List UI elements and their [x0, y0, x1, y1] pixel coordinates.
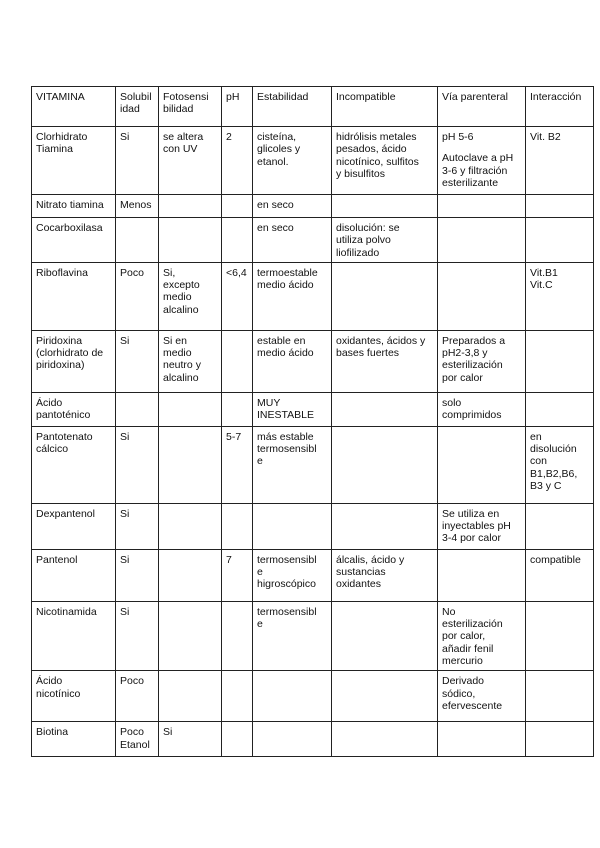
- cell-text-line: en: [530, 430, 542, 443]
- cell-text-line: añadir fenil: [442, 642, 494, 655]
- cell-solubilidad: [116, 218, 159, 263]
- cell-text-line: en seco: [257, 222, 294, 234]
- cell-text-line: etanol.: [257, 155, 289, 168]
- cell-text-line: Clorhidrato: [36, 131, 88, 143]
- cell-solubilidad: [116, 330, 159, 392]
- cell-text-line: Poco: [120, 726, 144, 739]
- cell-text-line: Ácido: [36, 396, 63, 409]
- table-row: [32, 722, 594, 757]
- cell-text-line: Poco: [120, 675, 144, 688]
- cell-incompatible: [332, 549, 438, 601]
- cell-via-parenteral: [438, 426, 526, 503]
- table-row: [32, 330, 594, 392]
- table-row: [32, 195, 594, 218]
- cell-text-line: medio: [163, 347, 192, 360]
- vitamin-stability-table: [31, 86, 594, 757]
- cell-text-line: higroscópico: [257, 578, 316, 591]
- cell-text-line: hidrólisis metales: [336, 131, 417, 143]
- cell-vitamina: [32, 601, 116, 670]
- cell-text-line: Si en: [163, 334, 187, 347]
- cell-text-line: sustancias: [336, 566, 386, 579]
- cell-text-line: e: [257, 566, 263, 579]
- cell-incompatible: [332, 218, 438, 263]
- cell-estabilidad: [253, 722, 332, 757]
- cell-vitamina: [32, 262, 116, 330]
- cell-text-line: pH2-3,8 y: [442, 347, 488, 360]
- cell-incompatible: [332, 601, 438, 670]
- cell-incompatible: [332, 195, 438, 218]
- cell-text-line: 3-4 por calor: [442, 532, 501, 545]
- cell-text-line: nicotínico: [36, 687, 81, 700]
- cell-text-line: Etanol: [120, 738, 150, 751]
- cell-via-parenteral: [438, 195, 526, 218]
- header-cell-ph: [222, 87, 253, 127]
- cell-interaccion: [526, 262, 594, 330]
- cell-estabilidad: [253, 330, 332, 392]
- cell-incompatible: [332, 671, 438, 722]
- cell-vitamina: [32, 671, 116, 722]
- cell-vitamina: [32, 218, 116, 263]
- cell-estabilidad: [253, 671, 332, 722]
- cell-text-line: e: [257, 618, 263, 631]
- cell-vitamina: [32, 127, 116, 195]
- cell-text-line: Tiamina: [36, 143, 73, 156]
- cell-text-line: termosensibl: [257, 605, 317, 618]
- table-row: [32, 549, 594, 601]
- cell-text-line: estable en: [257, 334, 306, 347]
- cell-via-parenteral: [438, 549, 526, 601]
- cell-text-line: esterilización: [442, 618, 503, 631]
- cell-ph: [222, 671, 253, 722]
- cell-incompatible: [332, 426, 438, 503]
- cell-text-line: Cocarboxilasa: [36, 222, 103, 234]
- cell-text-line: Derivado: [442, 675, 485, 688]
- cell-fotosensibilidad: [159, 601, 222, 670]
- cell-solubilidad: [116, 392, 159, 426]
- cell-text-line: <6,4: [226, 266, 247, 279]
- cell-text-line: con: [530, 455, 547, 468]
- cell-solubilidad: [116, 601, 159, 670]
- cell-estabilidad: [253, 503, 332, 549]
- cell-text-line: Riboflavina: [36, 266, 88, 279]
- cell-text-line: Si: [120, 553, 130, 566]
- cell-via-parenteral: [438, 671, 526, 722]
- cell-solubilidad: [116, 127, 159, 195]
- header-cell-vitamina: [32, 87, 116, 127]
- cell-via-parenteral: [438, 330, 526, 392]
- cell-text-line: pesados, ácido: [336, 143, 407, 156]
- cell-estabilidad: [253, 195, 332, 218]
- cell-text-line: Si: [120, 507, 130, 520]
- cell-text-line: Interacción: [530, 91, 582, 103]
- cell-text-line: más estable: [257, 430, 314, 443]
- cell-ph: [222, 722, 253, 757]
- cell-text-line: Si: [120, 131, 130, 143]
- cell-via-parenteral: [438, 722, 526, 757]
- cell-text-line: medio: [163, 291, 192, 304]
- cell-text-line: álcalis, ácido y: [336, 553, 405, 566]
- cell-interaccion: [526, 392, 594, 426]
- cell-text-line: MUY: [257, 396, 281, 409]
- cell-ph: [222, 218, 253, 263]
- cell-text-line: Dexpantenol: [36, 507, 95, 520]
- cell-text-line: 5-7: [226, 430, 242, 443]
- cell-text-line: Estabilidad: [257, 91, 309, 103]
- cell-text-line: VITAMINA: [36, 91, 85, 103]
- cell-interaccion: [526, 601, 594, 670]
- cell-text-line: Vit.C: [530, 279, 553, 292]
- table-row: [32, 601, 594, 670]
- cell-incompatible: [332, 262, 438, 330]
- cell-via-parenteral: [438, 262, 526, 330]
- cell-via-parenteral: [438, 127, 526, 195]
- cell-text-line: Si: [120, 430, 130, 443]
- cell-text-line: termosensibl: [257, 553, 317, 566]
- cell-text-line: alcalino: [163, 371, 199, 384]
- header-cell-fotosensibilidad: [159, 87, 222, 127]
- cell-text-line: y bisulfitos: [336, 167, 386, 180]
- cell-via-parenteral: [438, 503, 526, 549]
- cell-solubilidad: [116, 426, 159, 503]
- cell-vitamina: [32, 195, 116, 218]
- cell-vitamina: [32, 330, 116, 392]
- cell-text-line: Si: [163, 726, 173, 739]
- cell-text-line: Incompatible: [336, 91, 396, 103]
- cell-fotosensibilidad: [159, 549, 222, 601]
- cell-estabilidad: [253, 426, 332, 503]
- cell-text-line: pH: [226, 91, 240, 103]
- cell-fotosensibilidad: [159, 671, 222, 722]
- cell-incompatible: [332, 722, 438, 757]
- cell-text-line: e: [257, 455, 263, 468]
- cell-ph: [222, 195, 253, 218]
- cell-text-line: piridoxina): [36, 359, 85, 372]
- cell-text-line: nicotínico, sulfitos: [336, 155, 419, 168]
- cell-interaccion: [526, 330, 594, 392]
- cell-text-line: Fotosensi: [163, 91, 209, 103]
- cell-ph: [222, 601, 253, 670]
- cell-text-line: esterilizante: [442, 176, 499, 189]
- cell-vitamina: [32, 426, 116, 503]
- table-row: [32, 426, 594, 503]
- cell-estabilidad: [253, 601, 332, 670]
- cell-fotosensibilidad: [159, 392, 222, 426]
- cell-incompatible: [332, 503, 438, 549]
- cell-text-line: por calor: [442, 371, 483, 384]
- table-row: [32, 392, 594, 426]
- table-row: [32, 503, 594, 549]
- cell-ph: [222, 549, 253, 601]
- cell-text-line: medio ácido: [257, 279, 314, 292]
- table-row: [32, 218, 594, 263]
- header-cell-estabilidad: [253, 87, 332, 127]
- cell-ph: [222, 127, 253, 195]
- cell-ph: [222, 392, 253, 426]
- cell-text-line: idad: [120, 103, 140, 116]
- cell-text-line: disolución: [530, 443, 577, 456]
- cell-ph: [222, 330, 253, 392]
- cell-text-line: termoestable: [257, 266, 318, 279]
- cell-incompatible: [332, 127, 438, 195]
- cell-text-line: oxidantes: [336, 578, 381, 591]
- cell-text-line: Vit. B2: [530, 131, 561, 143]
- cell-text-line: (clorhidrato de: [36, 347, 104, 360]
- cell-solubilidad: [116, 549, 159, 601]
- cell-text-line: Poco: [120, 266, 144, 279]
- cell-text-line: Si: [120, 334, 130, 347]
- cell-text-line: con UV: [163, 143, 198, 156]
- cell-text-line: oxidantes, ácidos y: [336, 334, 426, 347]
- header-cell-solubilidad: [116, 87, 159, 127]
- cell-text-line: Piridoxina: [36, 334, 83, 347]
- header-cell-via-parenteral: [438, 87, 526, 127]
- table-row: [32, 127, 594, 195]
- cell-interaccion: [526, 195, 594, 218]
- cell-vitamina: [32, 503, 116, 549]
- cell-text-line: neutro y: [163, 359, 201, 372]
- cell-text-line: termosensibl: [257, 443, 317, 456]
- cell-text-line: inyectables pH: [442, 520, 511, 533]
- cell-text-line: Vit.B1: [530, 266, 558, 279]
- cell-text-line: Nitrato tiamina: [36, 199, 104, 211]
- cell-fotosensibilidad: [159, 722, 222, 757]
- cell-text-line: Pantotenato: [36, 430, 93, 443]
- cell-text-line: pantoténico: [36, 409, 91, 422]
- cell-interaccion: [526, 426, 594, 503]
- cell-text-line: Autoclave a pH: [442, 152, 514, 165]
- cell-text-line: bases fuertes: [336, 347, 400, 360]
- cell-solubilidad: [116, 262, 159, 330]
- table-row: [32, 262, 594, 330]
- cell-estabilidad: [253, 549, 332, 601]
- cell-text-line: bilidad: [163, 103, 194, 116]
- cell-fotosensibilidad: [159, 426, 222, 503]
- cell-ph: [222, 426, 253, 503]
- cell-text-line: por calor,: [442, 630, 486, 643]
- cell-incompatible: [332, 330, 438, 392]
- cell-interaccion: [526, 127, 594, 195]
- cell-text-line: sódico,: [442, 687, 476, 700]
- cell-interaccion: [526, 671, 594, 722]
- cell-text-line: B3 y C: [530, 480, 562, 493]
- cell-interaccion: [526, 218, 594, 263]
- cell-solubilidad: [116, 503, 159, 549]
- cell-text-line: B1,B2,B6,: [530, 467, 578, 480]
- cell-text-line: [442, 143, 521, 152]
- cell-fotosensibilidad: [159, 262, 222, 330]
- cell-text-line: liofilizado: [336, 246, 380, 259]
- cell-text-line: Si,: [163, 266, 176, 279]
- cell-text-line: solo: [442, 396, 462, 409]
- cell-text-line: esterilización: [442, 359, 503, 372]
- cell-text-line: disolución: se: [336, 222, 400, 234]
- cell-via-parenteral: [438, 601, 526, 670]
- cell-estabilidad: [253, 127, 332, 195]
- cell-solubilidad: [116, 671, 159, 722]
- cell-text-line: medio ácido: [257, 347, 314, 360]
- cell-text-line: Menos: [120, 199, 152, 211]
- cell-text-line: Nicotinamida: [36, 605, 97, 618]
- cell-text-line: utiliza polvo: [336, 234, 391, 247]
- cell-text-line: No: [442, 605, 456, 618]
- cell-text-line: mercurio: [442, 655, 483, 668]
- cell-fotosensibilidad: [159, 218, 222, 263]
- cell-text-line: cisteína,: [257, 131, 297, 143]
- cell-text-line: Preparados a: [442, 334, 506, 347]
- header-row: [32, 87, 594, 127]
- cell-ph: [222, 262, 253, 330]
- cell-text-line: INESTABLE: [257, 409, 314, 422]
- header-cell-interaccion: [526, 87, 594, 127]
- cell-interaccion: [526, 722, 594, 757]
- cell-estabilidad: [253, 262, 332, 330]
- cell-interaccion: [526, 549, 594, 601]
- cell-text-line: Pantenol: [36, 553, 78, 566]
- cell-text-line: Si: [120, 605, 130, 618]
- cell-text-line: en seco: [257, 199, 294, 211]
- cell-vitamina: [32, 392, 116, 426]
- cell-solubilidad: [116, 722, 159, 757]
- cell-text-line: comprimidos: [442, 409, 502, 422]
- cell-via-parenteral: [438, 392, 526, 426]
- cell-interaccion: [526, 503, 594, 549]
- cell-text-line: Vía parenteral: [442, 91, 508, 103]
- cell-vitamina: [32, 549, 116, 601]
- cell-via-parenteral: [438, 218, 526, 263]
- cell-estabilidad: [253, 218, 332, 263]
- cell-fotosensibilidad: [159, 503, 222, 549]
- cell-text-line: Solubil: [120, 91, 152, 103]
- header-cell-incompatible: [332, 87, 438, 127]
- cell-fotosensibilidad: [159, 330, 222, 392]
- table-row: [32, 671, 594, 722]
- cell-text-line: glicoles y: [257, 143, 301, 156]
- cell-vitamina: [32, 722, 116, 757]
- cell-incompatible: [332, 392, 438, 426]
- cell-fotosensibilidad: [159, 127, 222, 195]
- cell-text-line: pH 5-6: [442, 131, 474, 143]
- cell-text-line: cálcico: [36, 443, 69, 456]
- cell-text-line: Ácido: [36, 675, 63, 688]
- cell-text-line: compatible: [530, 553, 581, 566]
- cell-solubilidad: [116, 195, 159, 218]
- cell-text-line: Se utiliza en: [442, 507, 500, 520]
- cell-text-line: Biotina: [36, 726, 69, 739]
- cell-text-line: 2: [226, 131, 232, 143]
- cell-text-line: 3-6 y filtración: [442, 164, 508, 177]
- cell-text-line: 7: [226, 553, 232, 566]
- cell-text-line: se altera: [163, 131, 204, 143]
- cell-fotosensibilidad: [159, 195, 222, 218]
- cell-text-line: alcalino: [163, 303, 199, 316]
- cell-ph: [222, 503, 253, 549]
- cell-text-line: excepto: [163, 279, 200, 292]
- cell-estabilidad: [253, 392, 332, 426]
- cell-text-line: efervescente: [442, 699, 503, 712]
